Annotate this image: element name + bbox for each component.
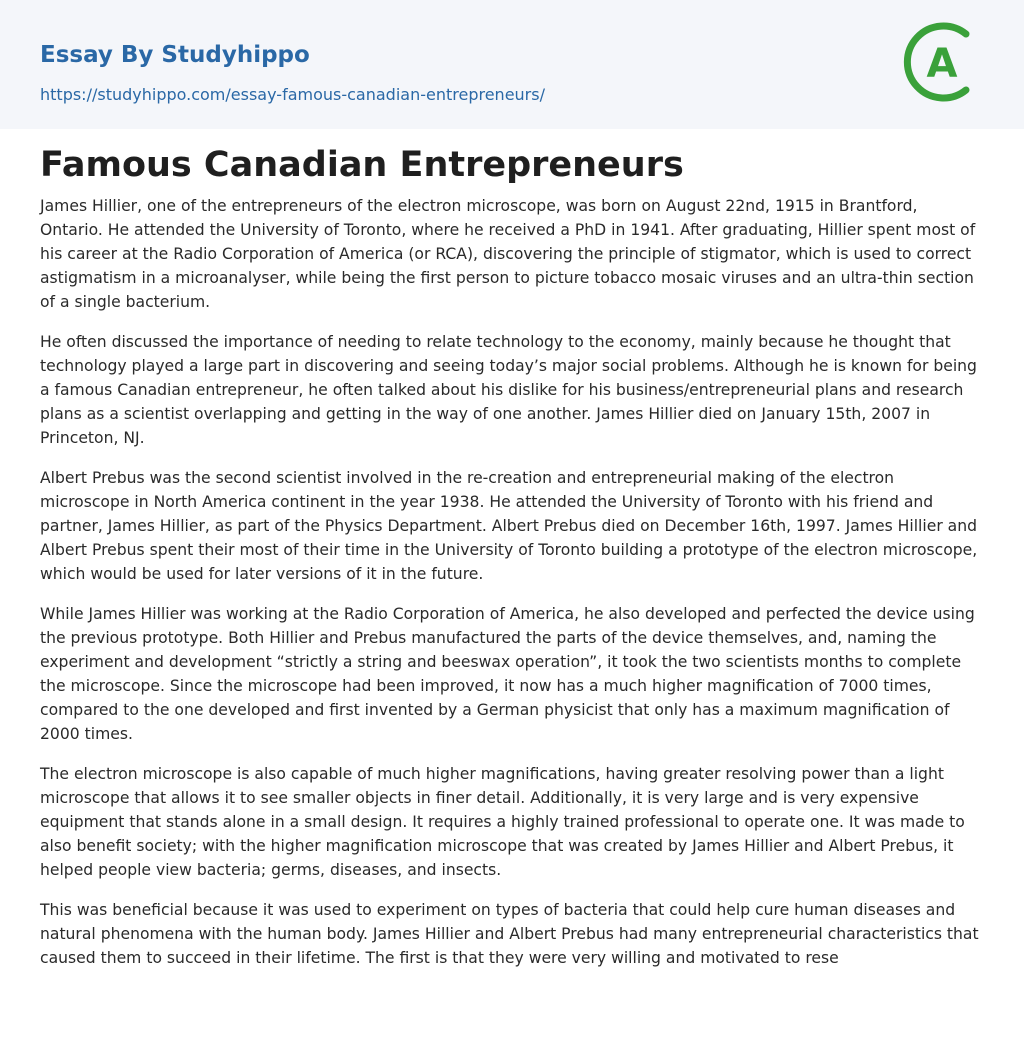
site-brand[interactable]: Essay By Studyhippo <box>40 42 310 68</box>
essay-paragraph: He often discussed the importance of needing to relate technology to the economy, mainly because he thought that technology played a large part in discovering and seeing today’s major social problems. Although he is known for being a famous Canadian entrepreneur, he often talked about his dislike for his business/entrepreneurial plans and research plans as a scientist overlapping and getting in the way of one another. James Hillier died on January 15th, 2007 in Princeton, NJ. <box>40 333 977 447</box>
essay-paragraph: While James Hillier was working at the Radio Corporation of America, he also developed and perfected the device using the previous prototype. Both Hillier and Prebus manufactured the parts of the device themselves, and, naming the experiment and development “strictly a string and beeswax operation”, it took the two scientists months to complete the microscope. Since the microscope had been improved, it now has a much higher magnification of 7000 times, compared to the one developed and first invented by a German physicist that only has a maximum magnification of 2000 times. <box>40 605 975 743</box>
page-title: Famous Canadian Entrepreneurs <box>40 145 684 185</box>
essay-paragraph: Albert Prebus was the second scientist involved in the re-creation and entrepreneurial making of the electron microscope in North America continent in the year 1938. He attended the University of Toronto with his friend and partner, James Hillier, as part of the Physics Department. Albert Prebus died on December 16th, 1997. James Hillier and Albert Prebus spent their most of their time in the University of Toronto building a prototype of the electron microscope, which would be used for later versions of it in the future. <box>40 469 978 583</box>
essay-body <box>40 194 984 986</box>
essay-paragraph: This was beneficial because it was used to experiment on types of bacteria that could help cure human diseases and natural phenomena with the human body. James Hillier and Albert Prebus had many entrepreneurial characteristics that caused them to succeed in their lifetime. The first is that they were very willing and motivated to rese <box>40 901 979 967</box>
logo-letter: A <box>926 41 958 87</box>
essay-paragraph: The electron microscope is also capable of much higher magnifications, having greater resolving power than a light microscope that allows it to see smaller objects in finer detail. Additionally, it is very large and is very expensive equipment that stands alone in a small design. It requires a highly trained professional to operate one. It was made to also benefit society; with the higher magnification microscope that was created by James Hillier and Albert Prebus, it helped people view bacteria; germs, diseases, and insects. <box>40 765 965 879</box>
studyhippo-logo-icon[interactable] <box>900 20 984 104</box>
essay-paragraph: James Hillier, one of the entrepreneurs of the electron microscope, was born on August 22nd, 1915 in Brantford, Ontario. He attended the University of Toronto, where he received a PhD in 1941. After graduating, Hillier spent most of his career at the Radio Corporation of America (or RCA), discovering the principle of stigmator, which is used to correct astigmatism in a microanalyser, while being the first person to picture tobacco mosaic viruses and an ultra-thin section of a single bacterium. <box>40 197 976 311</box>
essay-url-link[interactable]: https://studyhippo.com/essay-famous-canadian-entrepreneurs/ <box>40 85 545 104</box>
